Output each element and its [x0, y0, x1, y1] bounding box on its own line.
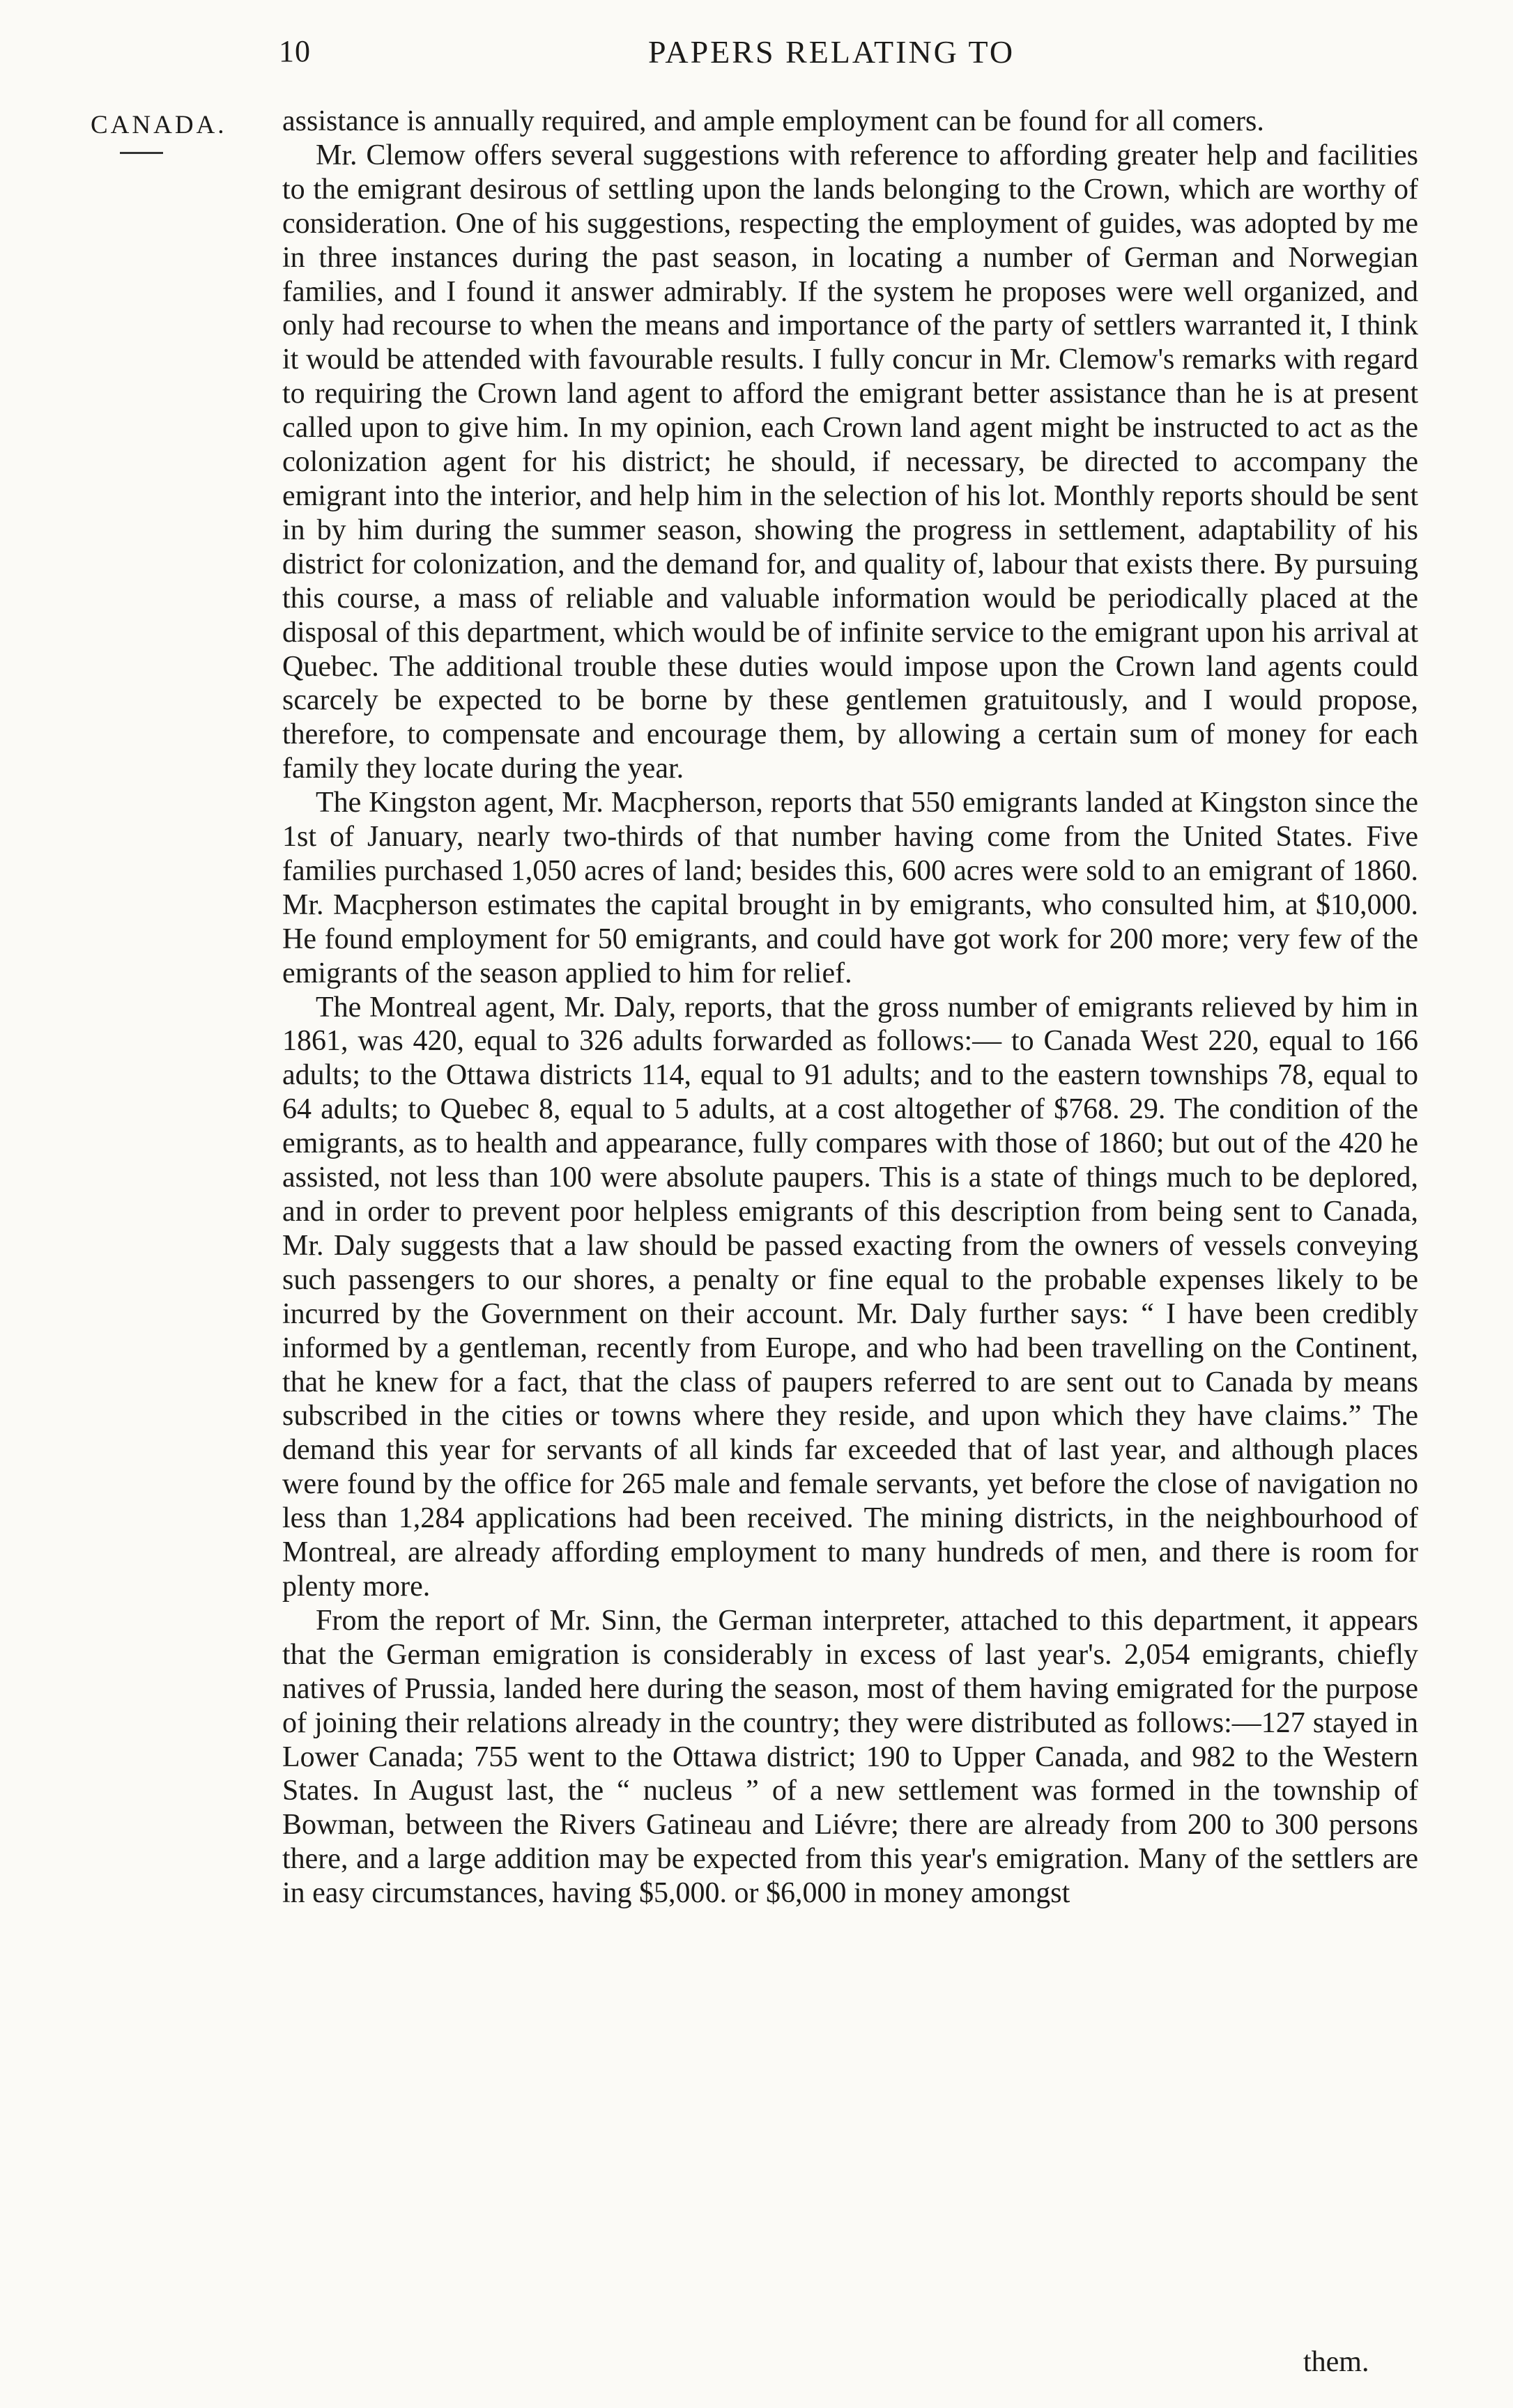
paragraph-german: From the report of Mr. Sinn, the German interpreter, attached to this department, it appears that the German emigration is considerably in excess of last year's. 2,054 emigrants, chiefly natives of Prussia, landed here during the season, most of them having emigrated for the purpose of joining their relations already in the country; they were distributed as follows:—127 stayed in Lower Canada; 755 went to the Ottawa district; 190 to Upper Canada, and 982 to the Western States. In August last, the “ nucleus ” of a new settlement was formed in the township of Bowman, between the Rivers Gatineau and Liévre; there are already from 200 to 300 persons there, and a large addition may be expected from this year's emigration. Many of the settlers are in easy circumstances, having $5,000. or $6,000 in money amongst: [282, 1604, 1418, 1910]
margin-rule: [120, 152, 163, 154]
catchword: them.: [1303, 2346, 1369, 2378]
body-text: [282, 105, 1418, 1911]
margin-note-canada: CANADA.: [91, 111, 227, 139]
paragraph-clemow: Mr. Clemow offers several suggestions with reference to affording greater help and facilities to the emigrant desirous of settling upon the lands belonging to the Crown, which are worthy of consideration. One of his suggestions, respecting the employment of guides, was adopted by me in three instances during the past season, in locating a number of German and Norwegian families, and I found it answer admirably. If the system he proposes were well organized, and only had recourse to when the means and importance of the party of settlers warranted it, I think it would be attended with favourable results. I fully concur in Mr. Clemow's remarks with regard to requiring the Crown land agent to afford the emigrant better assistance than he is at present called upon to give him. In my opinion, each Crown land agent might be instructed to act as the colonization agent for his district; he should, if necessary, be directed to accompany the emigrant into the interior, and help him in the selection of his lot. Monthly reports should be sent in by him during the summer season, showing the progress in settlement, adaptability of his district for colonization, and the demand for, and quality of, labour that exists there. By pursuing this course, a mass of reliable and valuable information would be periodically placed at the disposal of this department, which would be of infinite service to the emigrant upon his arrival at Quebec. The additional trouble these duties would impose upon the Crown land agents could scarcely be expected to be borne by these gentlemen gratuitously, and I would propose, therefore, to compensate and encourage them, by allowing a certain sum of money for each family they locate during the year.: [282, 139, 1418, 785]
paragraph-kingston: The Kingston agent, Mr. Macpherson, reports that 550 emigrants landed at Kingston since the 1st of January, nearly two-thirds of that number having come from the United States. Five families purchased 1,050 acres of land; besides this, 600 acres were sold to an emigrant of 1860. Mr. Macpherson estimates the capital brought in by emigrants, who consulted him, at $10,000. He found employment for 50 emigrants, and could have got work for 200 more; very few of the emigrants of the season applied to him for relief.: [282, 787, 1418, 989]
page-number: 10: [279, 34, 311, 68]
running-title: PAPERS RELATING TO: [648, 34, 1015, 70]
paragraph-montreal: The Montreal agent, Mr. Daly, reports, that the gross number of emigrants relieved by him in 1861, was 420, equal to 326 adults forwarded as follows:— to Canada West 220, equal to 166 adults; to the Ottawa districts 114, equal to 91 adults; and to the eastern townships 78, equal to 64 adults; to Quebec 8, equal to 5 adults, at a cost altogether of $768. 29. The condition of the emigrants, as to health and appearance, fully compares with those of 1860; but out of the 420 he assisted, not less than 100 were absolute paupers. This is a state of things much to be deplored, and in order to prevent poor helpless emigrants of this description from being sent to Canada, Mr. Daly suggests that a law should be passed exacting from the owners of vessels conveying such passengers to our shores, a penalty or fine equal to the probable expenses likely to be incurred by the Government on their account. Mr. Daly further says: “ I have been credibly informed by a gentleman, recently from Europe, and who had been travelling on the Continent, that he knew for a fact, that the class of paupers referred to are sent out to Canada by means subscribed in the cities or towns where they reside, and upon which they have claims.” The demand this year for servants of all kinds far exceeded that of last year, and although places were found by the office for 265 male and female servants, yet before the close of navigation no less than 1,284 applications had been received. The mining districts, in the neighbourhood of Montreal, are already affording employment to many hundreds of men, and there is room for plenty more.: [282, 991, 1418, 1603]
paragraph-continuation: assistance is annually required, and ample employment can be found for all comers.: [282, 105, 1264, 137]
